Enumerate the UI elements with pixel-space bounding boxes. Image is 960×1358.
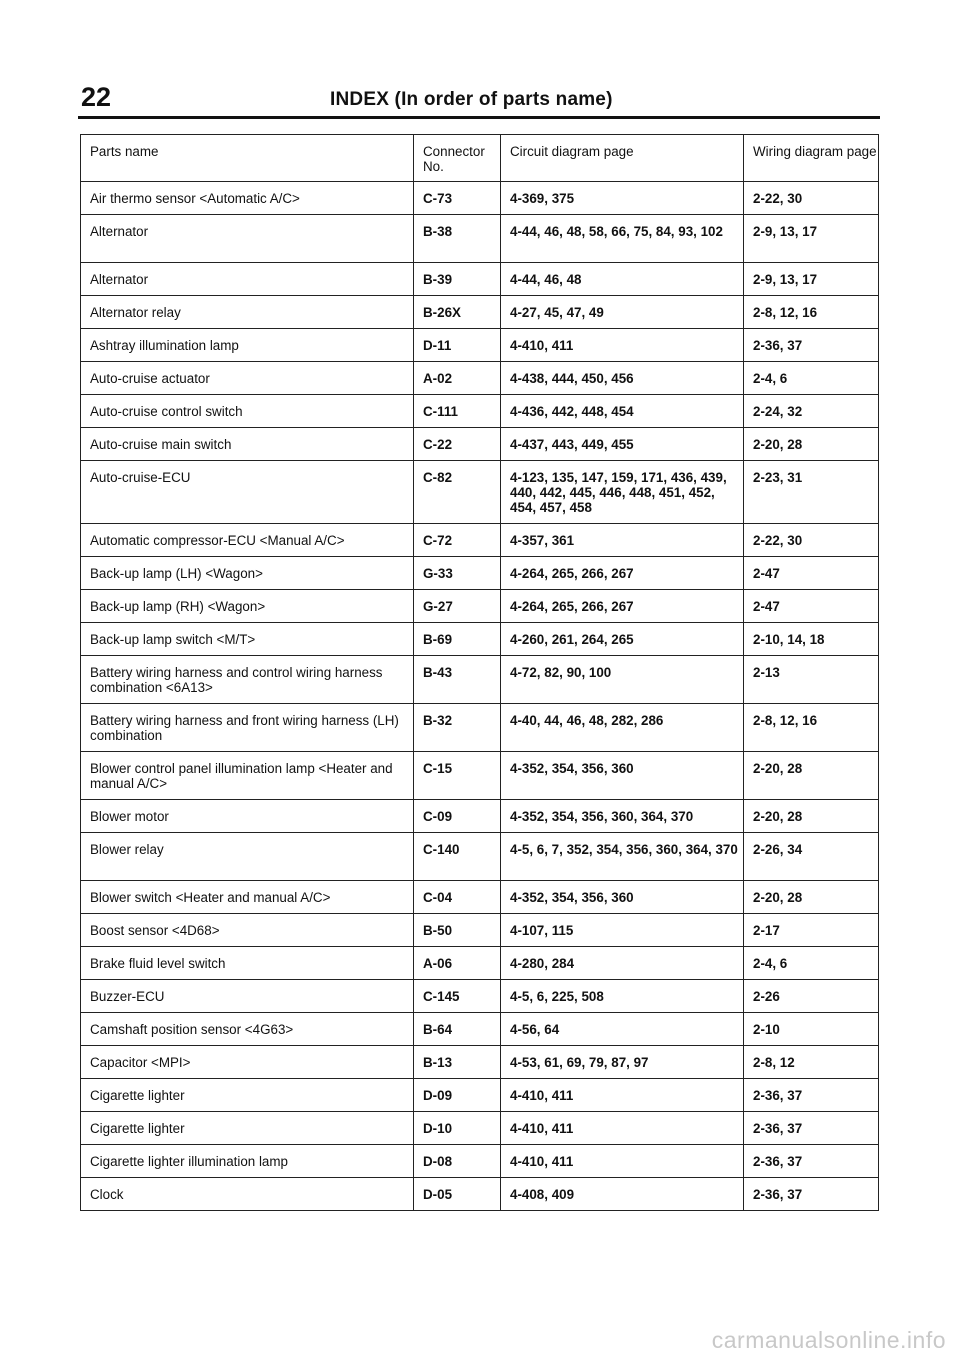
parts-name-cell-text: Alternator — [90, 224, 149, 239]
wiring-page-cell — [744, 752, 879, 800]
parts-name-cell-text: Back-up lamp switch <M/T> — [90, 632, 256, 647]
wiring-page-cell — [744, 800, 879, 833]
connector-no-cell-text: D-11 — [423, 338, 452, 353]
wiring-page-cell-text: 2-17 — [753, 923, 780, 938]
circuit-page-cell — [501, 1046, 744, 1079]
wiring-page-cell — [744, 623, 879, 656]
connector-no-cell — [414, 263, 501, 296]
circuit-page-cell — [501, 1013, 744, 1046]
connector-no-cell — [414, 590, 501, 623]
table-row — [81, 1013, 879, 1046]
connector-no-cell-text: D-10 — [423, 1121, 453, 1136]
parts-name-cell — [81, 296, 414, 329]
circuit-page-cell-text: 4-5, 6, 7, 352, 354, 356, 360, 364, 370 — [510, 842, 738, 857]
parts-name-cell-text: Capacitor <MPI> — [90, 1055, 191, 1070]
table-row — [81, 1178, 879, 1211]
wiring-page-cell-text: 2-9, 13, 17 — [753, 224, 818, 239]
circuit-page-cell — [501, 947, 744, 980]
connector-no-cell-text: C-72 — [423, 533, 453, 548]
parts-name-cell-text: Back-up lamp (LH) <Wagon> — [90, 566, 263, 581]
parts-name-cell-text: Cigarette lighter — [90, 1088, 185, 1103]
connector-no-cell-text: C-09 — [423, 809, 453, 824]
circuit-page-cell-text: 4-352, 354, 356, 360 — [510, 890, 634, 905]
parts-name-cell-text: Brake fluid level switch — [90, 956, 226, 971]
circuit-page-cell — [501, 1079, 744, 1112]
connector-no-cell — [414, 395, 501, 428]
circuit-page-cell-text: 4-107, 115 — [510, 923, 574, 938]
circuit-page-cell — [501, 881, 744, 914]
wiring-page-cell — [744, 704, 879, 752]
wiring-page-cell-text: 2-22, 30 — [753, 191, 803, 206]
circuit-page-cell — [501, 1178, 744, 1211]
circuit-page-cell — [501, 296, 744, 329]
wiring-page-cell — [744, 656, 879, 704]
parts-name-cell-text: Blower motor — [90, 809, 169, 824]
table-row — [81, 980, 879, 1013]
connector-no-cell-text: C-111 — [423, 404, 458, 419]
connector-no-cell — [414, 704, 501, 752]
wiring-page-cell — [744, 296, 879, 329]
parts-name-cell — [81, 362, 414, 395]
wiring-page-cell-text: 2-4, 6 — [753, 371, 788, 386]
wiring-page-cell — [744, 461, 879, 524]
parts-name-cell-text: Buzzer-ECU — [90, 989, 165, 1004]
parts-index-table — [80, 134, 879, 1211]
wiring-page-cell — [744, 263, 879, 296]
connector-no-cell-text: B-50 — [423, 923, 453, 938]
parts-name-cell — [81, 182, 414, 215]
column-header-connector-no: Connector No. — [414, 135, 501, 182]
circuit-page-cell — [501, 395, 744, 428]
column-header-parts-name: Parts name — [81, 135, 414, 182]
parts-name-cell-text: Air thermo sensor <Automatic A/C> — [90, 191, 300, 206]
connector-no-cell-text: B-39 — [423, 272, 453, 287]
table-row — [81, 590, 879, 623]
connector-no-cell — [414, 557, 501, 590]
column-header-circuit-diagram-page: Circuit diagram page — [501, 135, 744, 182]
wiring-page-cell-text: 2-23, 31 — [753, 470, 803, 485]
circuit-page-cell — [501, 1112, 744, 1145]
parts-name-cell-text: Cigarette lighter illumination lamp — [90, 1154, 288, 1169]
connector-no-cell-text: B-26X — [423, 305, 461, 320]
connector-no-cell — [414, 1178, 501, 1211]
wiring-page-cell-text: 2-20, 28 — [753, 809, 803, 824]
parts-name-cell-text: Boost sensor <4D68> — [90, 923, 220, 938]
table-row — [81, 1046, 879, 1079]
table-row — [81, 461, 879, 524]
circuit-page-cell-text: 4-27, 45, 47, 49 — [510, 305, 604, 320]
circuit-page-cell — [501, 182, 744, 215]
circuit-page-cell — [501, 428, 744, 461]
connector-no-cell-text: C-82 — [423, 470, 453, 485]
wiring-page-cell-text: 2-26 — [753, 989, 780, 1004]
parts-name-cell-text: Clock — [90, 1187, 124, 1202]
circuit-page-cell — [501, 362, 744, 395]
parts-name-cell — [81, 800, 414, 833]
table-row — [81, 1079, 879, 1112]
parts-name-cell-text: Alternator — [90, 272, 149, 287]
circuit-page-cell — [501, 215, 744, 263]
circuit-page-cell-text: 4-264, 265, 266, 267 — [510, 566, 634, 581]
wiring-page-cell-text: 2-36, 37 — [753, 1121, 803, 1136]
connector-no-cell-text: B-64 — [423, 1022, 453, 1037]
parts-name-cell-text: Camshaft position sensor <4G63> — [90, 1022, 294, 1037]
connector-no-cell — [414, 329, 501, 362]
connector-no-cell — [414, 656, 501, 704]
wiring-page-cell — [744, 215, 879, 263]
wiring-page-cell — [744, 980, 879, 1013]
table-row — [81, 524, 879, 557]
circuit-page-cell-text: 4-264, 265, 266, 267 — [510, 599, 634, 614]
wiring-page-cell-text: 2-10 — [753, 1022, 780, 1037]
circuit-page-cell — [501, 833, 744, 881]
circuit-page-cell-text: 4-410, 411 — [510, 338, 574, 353]
parts-name-cell — [81, 1079, 414, 1112]
parts-name-cell — [81, 395, 414, 428]
table-row — [81, 881, 879, 914]
circuit-page-cell-text: 4-436, 442, 448, 454 — [510, 404, 634, 419]
wiring-page-cell — [744, 182, 879, 215]
table-row — [81, 362, 879, 395]
table-row — [81, 947, 879, 980]
wiring-page-cell — [744, 428, 879, 461]
parts-name-cell-text: Battery wiring harness and front wiring harness (LH) combination — [90, 713, 399, 743]
connector-no-cell — [414, 833, 501, 881]
connector-no-cell-text: C-145 — [423, 989, 460, 1004]
table-row — [81, 656, 879, 704]
connector-no-cell-text: D-05 — [423, 1187, 453, 1202]
connector-no-cell — [414, 752, 501, 800]
parts-name-cell — [81, 1013, 414, 1046]
parts-name-cell-text: Ashtray illumination lamp — [90, 338, 239, 353]
table-row — [81, 704, 879, 752]
circuit-page-cell-text: 4-40, 44, 46, 48, 282, 286 — [510, 713, 664, 728]
circuit-page-cell-text: 4-72, 82, 90, 100 — [510, 665, 612, 680]
parts-name-cell-text: Automatic compressor-ECU <Manual A/C> — [90, 533, 345, 548]
connector-no-cell — [414, 1046, 501, 1079]
parts-name-cell — [81, 914, 414, 947]
table-row — [81, 215, 879, 263]
table-row — [81, 833, 879, 881]
connector-no-cell-text: C-140 — [423, 842, 460, 857]
circuit-page-cell — [501, 704, 744, 752]
connector-no-cell — [414, 1079, 501, 1112]
circuit-page-cell — [501, 557, 744, 590]
table-row — [81, 800, 879, 833]
parts-name-cell-text: Alternator relay — [90, 305, 181, 320]
wiring-page-cell — [744, 1046, 879, 1079]
table-row — [81, 263, 879, 296]
circuit-page-cell-text: 4-438, 444, 450, 456 — [510, 371, 634, 386]
parts-name-cell-text: Blower switch <Heater and manual A/C> — [90, 890, 331, 905]
circuit-page-cell-text: 4-410, 411 — [510, 1154, 574, 1169]
table-row — [81, 296, 879, 329]
circuit-page-cell-text: 4-123, 135, 147, 159, 171, 436, 439, 440, 442, 445, 446, 448, 451, 452, 454, 457, 458 — [510, 470, 727, 515]
connector-no-cell — [414, 1145, 501, 1178]
circuit-page-cell-text: 4-56, 64 — [510, 1022, 560, 1037]
circuit-page-cell-text: 4-280, 284 — [510, 956, 575, 971]
wiring-page-cell-text: 2-36, 37 — [753, 338, 803, 353]
table-row — [81, 1145, 879, 1178]
wiring-page-cell-text: 2-47 — [753, 566, 780, 581]
connector-no-cell-text: G-27 — [423, 599, 453, 614]
connector-no-cell-text: C-73 — [423, 191, 453, 206]
parts-name-cell — [81, 980, 414, 1013]
circuit-page-cell-text: 4-44, 46, 48, 58, 66, 75, 84, 93, 102 — [510, 224, 723, 239]
page-title: INDEX (In order of parts name) — [330, 89, 613, 110]
table-row — [81, 428, 879, 461]
connector-no-cell-text: A-02 — [423, 371, 453, 386]
parts-name-cell — [81, 263, 414, 296]
table-row — [81, 182, 879, 215]
wiring-page-cell-text: 2-20, 28 — [753, 437, 803, 452]
circuit-page-cell-text: 4-5, 6, 225, 508 — [510, 989, 604, 1004]
wiring-page-cell-text: 2-36, 37 — [753, 1088, 803, 1103]
header-rule — [78, 116, 880, 119]
table-row — [81, 1112, 879, 1145]
circuit-page-cell-text: 4-408, 409 — [510, 1187, 575, 1202]
parts-name-cell-text: Cigarette lighter — [90, 1121, 185, 1136]
connector-no-cell — [414, 623, 501, 656]
column-header-wiring-diagram-page: Wiring diagram page — [744, 135, 879, 182]
connector-no-cell-text: G-33 — [423, 566, 453, 581]
circuit-page-cell — [501, 914, 744, 947]
wiring-page-cell — [744, 833, 879, 881]
table-header-row — [81, 135, 879, 182]
parts-name-cell — [81, 752, 414, 800]
connector-no-cell — [414, 524, 501, 557]
connector-no-cell-text: C-15 — [423, 761, 453, 776]
wiring-page-cell-text: 2-8, 12, 16 — [753, 713, 818, 728]
wiring-page-cell — [744, 1112, 879, 1145]
parts-name-cell — [81, 623, 414, 656]
circuit-page-cell-text: 4-352, 354, 356, 360, 364, 370 — [510, 809, 694, 824]
circuit-page-cell-text: 4-53, 61, 69, 79, 87, 97 — [510, 1055, 649, 1070]
connector-no-cell-text: C-04 — [423, 890, 453, 905]
connector-no-cell-text: B-32 — [423, 713, 453, 728]
circuit-page-cell-text: 4-357, 361 — [510, 533, 575, 548]
connector-no-cell-text: B-69 — [423, 632, 453, 647]
connector-no-cell-text: D-08 — [423, 1154, 453, 1169]
parts-name-cell-text: Auto-cruise-ECU — [90, 470, 191, 485]
parts-name-cell — [81, 557, 414, 590]
connector-no-cell — [414, 215, 501, 263]
circuit-page-cell — [501, 590, 744, 623]
connector-no-cell — [414, 296, 501, 329]
parts-name-cell-text: Blower control panel illumination lamp <Heater and manual A/C> — [90, 761, 393, 791]
circuit-page-cell-text: 4-260, 261, 264, 265 — [510, 632, 634, 647]
connector-no-cell-text: B-43 — [423, 665, 453, 680]
circuit-page-cell — [501, 524, 744, 557]
wiring-page-cell-text: 2-20, 28 — [753, 761, 803, 776]
wiring-page-cell-text: 2-36, 37 — [753, 1187, 803, 1202]
circuit-page-cell — [501, 461, 744, 524]
parts-name-cell — [81, 329, 414, 362]
wiring-page-cell — [744, 557, 879, 590]
connector-no-cell-text: B-13 — [423, 1055, 453, 1070]
circuit-page-cell-text: 4-437, 443, 449, 455 — [510, 437, 634, 452]
connector-no-cell — [414, 182, 501, 215]
connector-no-cell — [414, 947, 501, 980]
circuit-page-cell-text: 4-369, 375 — [510, 191, 575, 206]
circuit-page-cell — [501, 329, 744, 362]
circuit-page-cell — [501, 623, 744, 656]
parts-name-cell — [81, 215, 414, 263]
connector-no-cell — [414, 1013, 501, 1046]
wiring-page-cell-text: 2-8, 12, 16 — [753, 305, 818, 320]
parts-name-cell-text: Auto-cruise main switch — [90, 437, 232, 452]
circuit-page-cell — [501, 800, 744, 833]
connector-no-cell — [414, 914, 501, 947]
wiring-page-cell — [744, 362, 879, 395]
parts-name-cell — [81, 461, 414, 524]
watermark: carmanualsonline.info — [711, 1327, 946, 1353]
wiring-page-cell-text: 2-10, 14, 18 — [753, 632, 825, 647]
parts-name-cell — [81, 590, 414, 623]
connector-no-cell — [414, 461, 501, 524]
parts-name-cell — [81, 1112, 414, 1145]
wiring-page-cell-text: 2-13 — [753, 665, 780, 680]
wiring-page-cell-text: 2-26, 34 — [753, 842, 803, 857]
parts-name-cell — [81, 656, 414, 704]
parts-name-cell-text: Blower relay — [90, 842, 164, 857]
parts-name-cell — [81, 704, 414, 752]
parts-name-cell — [81, 833, 414, 881]
circuit-page-cell-text: 4-410, 411 — [510, 1121, 574, 1136]
parts-name-cell-text: Battery wiring harness and control wiring harness combination <6A13> — [90, 665, 383, 695]
parts-name-cell — [81, 947, 414, 980]
parts-name-cell-text: Back-up lamp (RH) <Wagon> — [90, 599, 266, 614]
connector-no-cell — [414, 1112, 501, 1145]
connector-no-cell — [414, 362, 501, 395]
table-row — [81, 557, 879, 590]
connector-no-cell — [414, 881, 501, 914]
wiring-page-cell — [744, 1013, 879, 1046]
wiring-page-cell — [744, 947, 879, 980]
table-body — [81, 182, 879, 1211]
connector-no-cell-text: C-22 — [423, 437, 453, 452]
connector-no-cell-text: A-06 — [423, 956, 453, 971]
table-row — [81, 914, 879, 947]
parts-name-cell-text: Auto-cruise actuator — [90, 371, 210, 386]
circuit-page-cell — [501, 980, 744, 1013]
wiring-page-cell — [744, 1145, 879, 1178]
page-number: 22 — [81, 82, 112, 112]
circuit-page-cell — [501, 263, 744, 296]
wiring-page-cell-text: 2-22, 30 — [753, 533, 803, 548]
connector-no-cell — [414, 980, 501, 1013]
parts-name-cell — [81, 1046, 414, 1079]
parts-name-cell — [81, 881, 414, 914]
wiring-page-cell-text: 2-20, 28 — [753, 890, 803, 905]
connector-no-cell-text: B-38 — [423, 224, 453, 239]
wiring-page-cell — [744, 524, 879, 557]
connector-no-cell-text: D-09 — [423, 1088, 453, 1103]
parts-name-cell-text: Auto-cruise control switch — [90, 404, 243, 419]
wiring-page-cell — [744, 590, 879, 623]
wiring-page-cell-text: 2-8, 12 — [753, 1055, 795, 1070]
wiring-page-cell-text: 2-24, 32 — [753, 404, 803, 419]
circuit-page-cell — [501, 656, 744, 704]
circuit-page-cell-text: 4-352, 354, 356, 360 — [510, 761, 634, 776]
table-row — [81, 329, 879, 362]
wiring-page-cell — [744, 914, 879, 947]
circuit-page-cell-text: 4-410, 411 — [510, 1088, 574, 1103]
wiring-page-cell — [744, 1178, 879, 1211]
connector-no-cell — [414, 428, 501, 461]
parts-name-cell — [81, 428, 414, 461]
wiring-page-cell — [744, 881, 879, 914]
wiring-page-cell-text: 2-36, 37 — [753, 1154, 803, 1169]
circuit-page-cell — [501, 1145, 744, 1178]
parts-name-cell — [81, 1145, 414, 1178]
table-row — [81, 752, 879, 800]
circuit-page-cell — [501, 752, 744, 800]
parts-name-cell — [81, 1178, 414, 1211]
wiring-page-cell-text: 2-9, 13, 17 — [753, 272, 818, 287]
wiring-page-cell — [744, 1079, 879, 1112]
table-row — [81, 395, 879, 428]
parts-name-cell — [81, 524, 414, 557]
wiring-page-cell — [744, 395, 879, 428]
table-row — [81, 623, 879, 656]
connector-no-cell — [414, 800, 501, 833]
wiring-page-cell — [744, 329, 879, 362]
wiring-page-cell-text: 2-4, 6 — [753, 956, 788, 971]
wiring-page-cell-text: 2-47 — [753, 599, 780, 614]
circuit-page-cell-text: 4-44, 46, 48 — [510, 272, 582, 287]
